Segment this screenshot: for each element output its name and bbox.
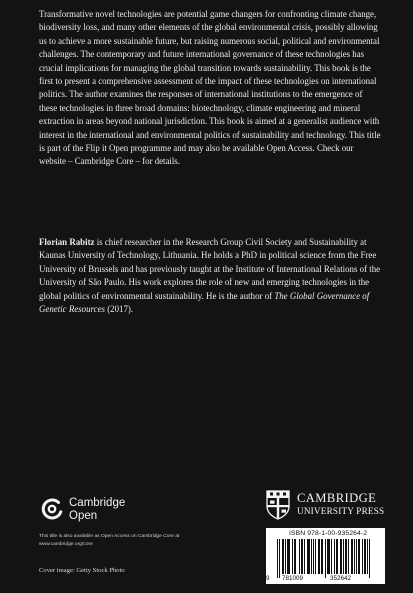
barcode-bar	[356, 539, 357, 574]
barcode-bar	[358, 539, 359, 574]
barcode-bar	[340, 539, 341, 574]
barcode-left-digits: 781009	[282, 575, 304, 582]
barcode-bar	[328, 539, 329, 574]
isbn-barcode	[266, 528, 385, 584]
author-bio-text: is chief researcher in the Research Group Civil Society and Sustainability at Kaunas University of Technology, Lithuania. He holds a PhD in political science from the Free University of Brussels and has previously taught at the Institute of International Relations of the University of São Paulo. His work explores the role of new and emerging technologies in the global politics of environmental sustainability. He is the author of	[39, 237, 381, 301]
barcode-bar	[313, 539, 314, 574]
barcode-bar	[287, 539, 288, 574]
barcode-bar	[352, 539, 353, 574]
cambridge-open-wordmark	[69, 497, 125, 522]
barcode-bar	[367, 539, 368, 574]
barcode-bar	[364, 539, 365, 574]
barcode-bar	[282, 539, 283, 574]
barcode-bar	[365, 539, 366, 574]
barcode-bar	[292, 539, 293, 574]
book-blurb: Transformative novel technologies are potential game changers for confronting climate change, biodiversity loss, and many other elements of the global environmental crisis, possibly allowing us to achieve a more sustainable future, but raising numerous social, political and environmental challenges. The contemporary and future international governance of these technologies has crucial implications for managing the global transition towards sustainability. This book is the first to present a comprehensive assessment of the impact of these technologies on international politics. The author examines the responses of international institutions to the emergence of these technologies in three broad domains: biotechnology, climate engineering and mineral extraction in areas beyond national jurisdiction. This book is aimed at a generalist audience with interest in the international and environmental politics of sustainability and technology. This title is part of the Flip it Open programme and may also be available Open Access. Check our website – Cambridge Core – for details.	[39, 9, 381, 167]
university-shield-icon	[266, 490, 290, 520]
barcode-bar	[369, 539, 370, 578]
barcode-bar	[359, 539, 360, 574]
cambridge-open-line1: Cambridge	[69, 497, 126, 509]
barcode-bar	[309, 539, 310, 574]
barcode-bar	[362, 539, 363, 574]
cambridge-university-press-logo	[266, 490, 390, 526]
publisher-subtitle: UNIVERSITY PRESS	[297, 506, 385, 516]
cambridge-open-line2: Open	[69, 509, 98, 522]
barcode-bar	[279, 539, 280, 578]
barcode-bar	[311, 539, 312, 574]
barcode-lead-digit: 9	[266, 575, 270, 582]
open-access-icon	[39, 496, 65, 522]
barcode-bar	[346, 539, 347, 574]
barcode-bar	[289, 539, 290, 574]
barcode-bar	[285, 539, 286, 574]
barcode-bar	[336, 539, 337, 574]
barcode-bar	[334, 539, 335, 574]
publisher-name: CAMBRIDGE	[297, 491, 377, 505]
barcode-bar	[321, 539, 322, 574]
cambridge-open-logo	[39, 496, 159, 526]
barcode-bar	[325, 539, 326, 578]
barcode-bar	[283, 539, 284, 574]
barcode-right-digits: 352642	[330, 575, 352, 582]
author-bio	[39, 236, 381, 316]
barcode-bar	[337, 539, 338, 574]
barcode-bars	[270, 539, 380, 579]
barcode-bar	[329, 539, 330, 574]
barcode-bar	[308, 539, 309, 574]
author-bio-end: (2017).	[104, 304, 134, 315]
barcode-bar	[348, 539, 349, 574]
barcode-bar	[301, 539, 302, 574]
barcode-bar	[343, 539, 344, 574]
barcode-bar	[288, 539, 289, 574]
barcode-bar	[277, 539, 278, 578]
barcode-bar	[318, 539, 319, 574]
isbn-label: ISBN 978-1-00-935264-2	[289, 530, 368, 537]
barcode-bar	[315, 539, 316, 574]
barcode-bar	[327, 539, 328, 574]
barcode-bar	[294, 539, 295, 574]
barcode-bar	[331, 539, 332, 574]
barcode-bar	[299, 539, 300, 574]
barcode-bar	[341, 539, 342, 574]
barcode-bar	[322, 539, 323, 574]
barcode-bar	[307, 539, 308, 574]
cover-image-credit: Cover image: Getty Stock Photo	[39, 567, 125, 574]
barcode-bar	[319, 539, 320, 574]
open-access-note: This title is also available as Open Access on Cambridge Core at www.cambridge.org/core	[39, 534, 180, 547]
barcode-bar	[354, 539, 355, 574]
barcode-bar	[345, 539, 346, 574]
barcode-bar	[302, 539, 303, 574]
barcode-bar	[351, 539, 352, 574]
barcode-bar	[304, 539, 305, 574]
barcode-bar	[295, 539, 296, 574]
author-name: Florian Rabitz	[39, 237, 95, 247]
previous-book-title: The Global Governance of Genetic Resources	[39, 290, 370, 315]
